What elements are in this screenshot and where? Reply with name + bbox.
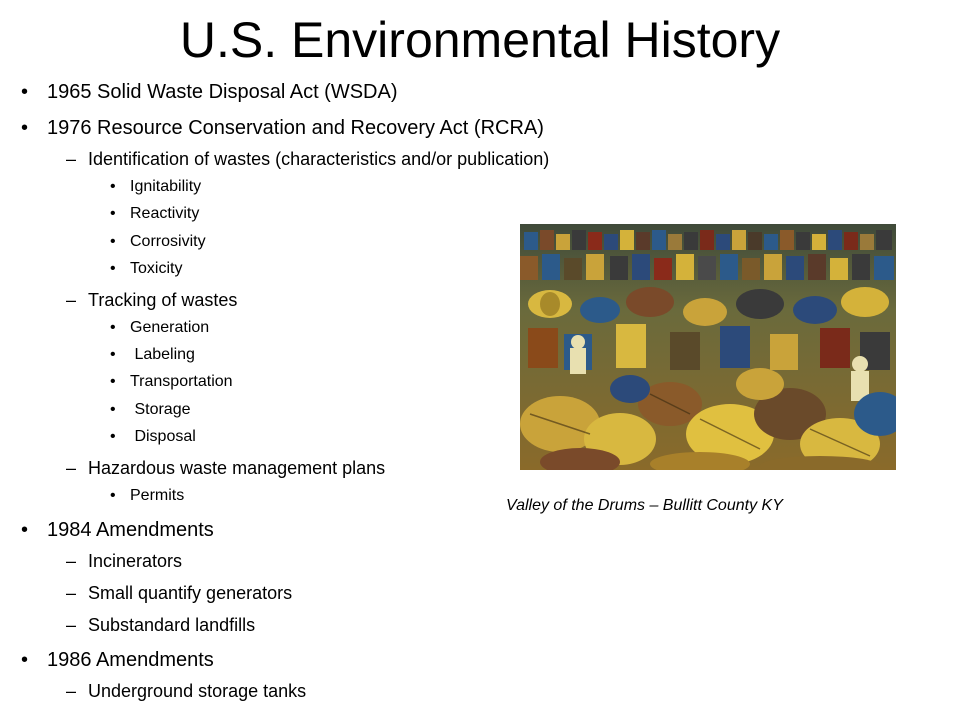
bullet-text: 1984 Amendments xyxy=(47,519,214,541)
bullet-marker: • xyxy=(110,178,116,195)
subsub-item-disposal xyxy=(110,428,196,446)
subsub-item-text: Storage xyxy=(130,401,191,418)
sub-item-text: Substandard landfills xyxy=(88,615,256,635)
bullet-marker: • xyxy=(110,260,116,277)
bullet-marker: • xyxy=(110,319,116,336)
bullet-marker: • xyxy=(110,373,116,390)
sub-item-landfills xyxy=(66,614,256,636)
subsub-item-text: Reactivity xyxy=(130,205,200,222)
bullet-item-amend1984 xyxy=(21,518,214,542)
subsub-item-ignitability xyxy=(110,178,202,196)
bullet-text: 1986 Amendments xyxy=(47,649,214,671)
subsub-item-text: Labeling xyxy=(130,346,195,363)
dash-marker: – xyxy=(66,583,77,603)
dash-marker: – xyxy=(66,290,77,310)
bullet-marker: • xyxy=(110,401,116,418)
bullet-marker: • xyxy=(110,233,116,250)
subsub-item-transportation xyxy=(110,373,233,391)
sub-item-small-generators xyxy=(66,582,293,604)
subsub-item-text: Disposal xyxy=(130,428,196,445)
sub-item-plans xyxy=(66,457,386,479)
sub-item-identification xyxy=(66,148,550,170)
dash-marker: – xyxy=(66,681,77,701)
sub-item-tracking xyxy=(66,289,238,311)
bullet-marker: • xyxy=(110,346,116,363)
subsub-item-generation xyxy=(110,319,210,337)
sub-item-text: Identification of wastes (characteristics and/or publication) xyxy=(88,149,550,169)
dash-marker: – xyxy=(66,551,77,571)
bullet-item-wsda xyxy=(21,80,398,104)
drums-photo xyxy=(520,224,896,470)
subsub-item-text: Ignitability xyxy=(130,178,202,195)
dash-marker: – xyxy=(66,615,77,635)
drums-photo-illustration xyxy=(520,224,896,470)
slide-title: U.S. Environmental History xyxy=(179,12,781,68)
sub-item-text: Hazardous waste management plans xyxy=(88,458,386,478)
subsub-item-text: Permits xyxy=(130,487,185,504)
bullet-marker: • xyxy=(21,519,29,541)
dash-marker: – xyxy=(66,149,77,169)
sub-item-tanks xyxy=(66,680,307,702)
bullet-marker: • xyxy=(110,487,116,504)
sub-item-text: Small quantify generators xyxy=(88,583,293,603)
dash-marker: – xyxy=(66,458,77,478)
sub-item-incinerators xyxy=(66,550,183,572)
bullet-marker: • xyxy=(110,205,116,222)
bullet-item-amend1986 xyxy=(21,648,214,672)
bullet-marker: • xyxy=(21,81,29,103)
sub-item-text: Tracking of wastes xyxy=(88,290,238,310)
subsub-item-text: Transportation xyxy=(130,373,233,390)
subsub-item-storage xyxy=(110,401,191,419)
sub-item-text: Incinerators xyxy=(88,551,183,571)
bullet-text: 1965 Solid Waste Disposal Act (WSDA) xyxy=(47,81,398,103)
subsub-item-corrosivity xyxy=(110,233,206,251)
bullet-marker: • xyxy=(21,649,29,671)
subsub-item-labeling xyxy=(110,346,195,364)
subsub-item-reactivity xyxy=(110,205,200,223)
bullet-marker: • xyxy=(110,428,116,445)
sub-item-text: Underground storage tanks xyxy=(88,681,307,701)
photo-caption: Valley of the Drums – Bullitt County KY xyxy=(506,497,783,514)
subsub-item-permits xyxy=(110,487,185,505)
subsub-item-text: Generation xyxy=(130,319,210,336)
bullet-text: 1976 Resource Conservation and Recovery Act (RCRA) xyxy=(47,117,544,139)
bullet-item-rcra xyxy=(21,116,544,140)
bullet-marker: • xyxy=(21,117,29,139)
subsub-item-text: Toxicity xyxy=(130,260,183,277)
subsub-item-text: Corrosivity xyxy=(130,233,206,250)
subsub-item-toxicity xyxy=(110,260,183,278)
